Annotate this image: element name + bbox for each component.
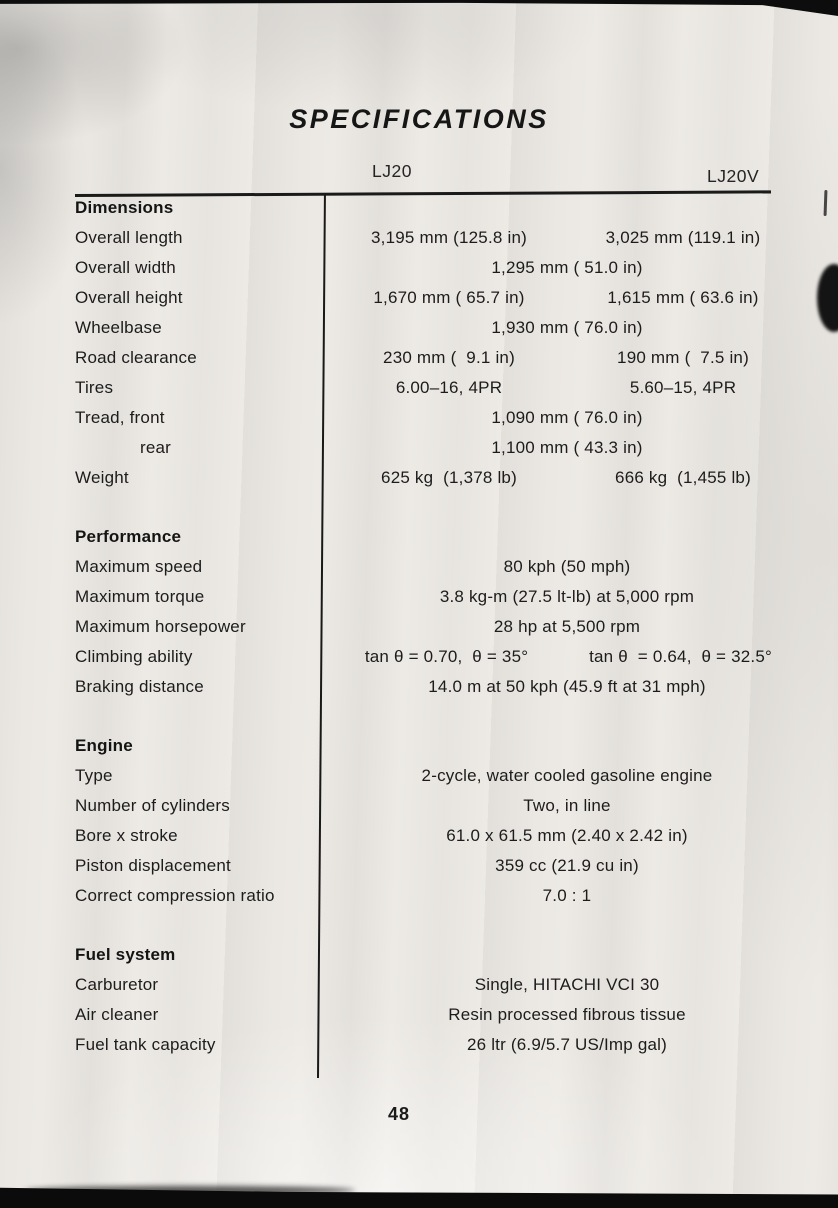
spec-values [320,970,772,1000]
spec-label: Road clearance [75,348,197,367]
spec-row [75,373,772,403]
spec-row [75,672,772,702]
spec-values [320,343,772,373]
spec-label: Bore x stroke [75,826,178,845]
spec-value-shared: 61.0 x 61.5 mm (2.40 x 2.42 in) [446,826,688,845]
spec-values [320,582,772,612]
spec-label: Overall height [75,288,183,307]
spec-value-shared: 3.8 kg-m (27.5 lt-lb) at 5,000 rpm [439,587,695,606]
section-heading: Fuel system [75,945,176,964]
spec-row [75,791,772,821]
spec-values [320,283,772,313]
section-heading: Engine [75,736,133,755]
spec-value-shared: 1,100 mm ( 43.3 in) [491,438,643,457]
spec-values [320,373,772,403]
spec-values [320,791,772,821]
spec-row [75,223,772,253]
spec-label: Maximum horsepower [75,617,246,636]
spec-values [320,881,772,911]
spec-values [320,1000,772,1030]
spec-row [75,761,772,791]
spec-value-shared: 80 kph (50 mph) [503,557,631,576]
spec-label: Maximum torque [75,587,205,606]
spec-values [320,761,772,791]
spec-row [75,612,772,642]
scan-edge-top [0,0,838,16]
spec-row [75,970,772,1000]
spec-row [75,1030,772,1060]
spec-value-lj20: 6.00–16, 4PR [395,378,503,397]
page-title: SPECIFICATIONS [289,104,549,134]
spec-value-shared: Single, HITACHI VCI 30 [474,975,660,994]
spec-row [75,343,772,373]
spec-label: Piston displacement [75,856,231,875]
spec-values [320,672,772,702]
spec-label: Correct compression ratio [75,886,275,905]
spec-values [320,552,772,582]
spec-label: Climbing ability [75,647,193,666]
spec-value-shared: 1,090 mm ( 76.0 in) [491,408,643,427]
spec-section [75,522,772,702]
spec-value-shared: 26 ltr (6.9/5.7 US/Imp gal) [466,1035,668,1054]
column-header-lj20v: LJ20V [707,166,760,186]
spec-row [75,851,772,881]
spec-row [75,313,772,343]
spec-value-lj20: 625 kg (1,378 lb) [381,468,517,487]
spec-row [75,253,772,283]
spec-value-lj20v: tan θ = 0.64, θ = 32.5° [589,647,772,666]
section-heading: Dimensions [75,198,174,217]
spec-section [75,193,772,493]
spec-section [75,940,772,1060]
spec-row [75,433,772,463]
spec-row [75,283,772,313]
spec-value-shared: Resin processed fibrous tissue [448,1005,686,1024]
spec-value-lj20v: 3,025 mm (119.1 in) [605,228,761,247]
spec-value-shared: 1,295 mm ( 51.0 in) [491,258,643,277]
spec-values [320,642,772,672]
spec-value-lj20: 1,670 mm ( 65.7 in) [373,288,525,307]
spec-value-shared: 359 cc (21.9 cu in) [495,856,639,875]
spec-row [75,463,772,493]
spec-value-shared: 1,930 mm ( 76.0 in) [491,318,643,337]
spec-value-lj20: tan θ = 0.70, θ = 35° [364,647,529,666]
spec-label: Weight [75,468,129,487]
spec-label: Maximum speed [75,557,203,576]
spec-section [75,731,772,911]
spec-values [320,851,772,881]
scan-artifact-tick [824,190,828,216]
spec-label: Fuel tank capacity [75,1035,216,1054]
spec-values [320,463,772,493]
spec-row [75,582,772,612]
spec-values [320,313,772,343]
spec-label: Wheelbase [75,318,162,337]
spec-values [320,821,772,851]
spec-label: Air cleaner [75,1005,159,1024]
spec-value-lj20v: 5.60–15, 4PR [629,378,737,397]
spec-row [75,821,772,851]
spec-label: Overall length [75,228,183,247]
spec-label: rear [140,438,172,457]
spec-label: Carburetor [75,975,159,994]
spec-values [320,1030,772,1060]
spec-value-lj20v: 1,615 mm ( 63.6 in) [607,288,759,307]
spec-label: Number of cylinders [75,796,230,815]
spec-label: Tread, front [75,408,165,427]
scan-artifact-blob [817,264,838,332]
spec-values [320,612,772,642]
spec-value-lj20: 230 mm ( 9.1 in) [383,348,515,367]
spec-value-lj20v: 190 mm ( 7.5 in) [617,348,749,367]
spec-label: Overall width [75,258,176,277]
column-header-lj20: LJ20 [372,161,412,181]
spec-value-shared: 14.0 m at 50 kph (45.9 ft at 31 mph) [428,677,706,696]
spec-label: Type [75,766,113,785]
spec-row [75,552,772,582]
spec-value-lj20: 3,195 mm (125.8 in) [371,228,527,247]
page-number: 48 [388,1104,411,1124]
spec-row [75,881,772,911]
spec-values [320,223,772,253]
spec-values [320,403,772,433]
spec-row [75,1000,772,1030]
spec-values [320,253,772,283]
spec-value-shared: Two, in line [523,796,611,815]
spec-value-shared: 2-cycle, water cooled gasoline engine [421,766,713,785]
spec-value-shared: 7.0 : 1 [542,886,592,905]
spec-table [75,193,772,1060]
spec-value-lj20v: 666 kg (1,455 lb) [615,468,751,487]
spec-value-shared: 28 hp at 5,500 rpm [493,617,641,636]
spec-row [75,642,772,672]
spec-label: Tires [75,378,114,397]
spec-row [75,403,772,433]
spec-label: Braking distance [75,677,204,696]
section-heading: Performance [75,527,182,546]
spec-values [320,433,772,463]
